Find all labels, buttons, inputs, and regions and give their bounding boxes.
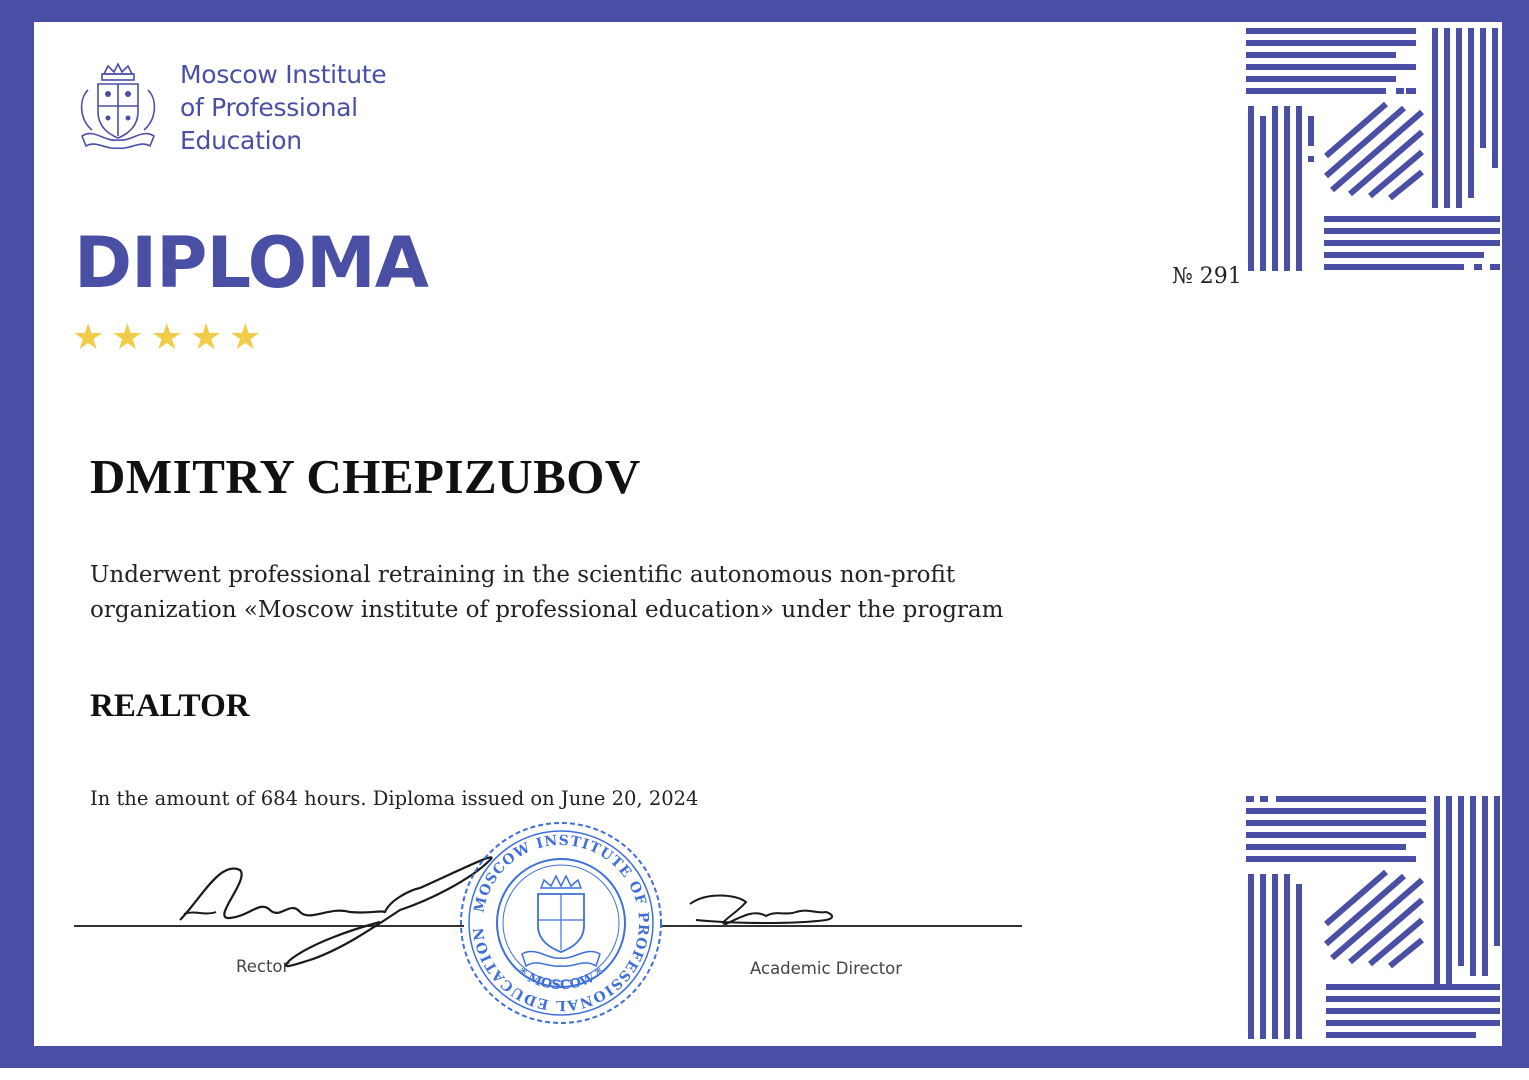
bottom-margin — [0, 1068, 1529, 1080]
institute-logo-text — [180, 58, 386, 157]
official-seal — [456, 818, 666, 1028]
program-name: REALTOR — [90, 688, 250, 724]
institute-crest-icon — [74, 60, 162, 152]
diploma-number: № 291 — [1172, 264, 1242, 289]
rector-label: Rector — [236, 957, 290, 976]
description-text — [90, 558, 1110, 628]
diploma-title: DIPLOMA — [74, 222, 428, 304]
star-icon: ★ — [111, 317, 144, 358]
description-line: organization «Moscow institute of professional education» under the program — [90, 597, 1004, 623]
seal-bottom-text: * MOSCOW * — [514, 965, 608, 994]
star-icon: ★ — [72, 317, 105, 358]
issued-text: In the amount of 684 hours. Diploma issued on June 20, 2024 — [90, 787, 699, 810]
seal-ring-text: MOSCOW INSTITUTE OF PROFESSIONAL EDUCATION — [470, 832, 652, 1014]
star-rating — [72, 318, 261, 358]
star-icon: ★ — [150, 317, 183, 358]
svg-text:* MOSCOW * — [515, 965, 607, 993]
director-signature — [676, 884, 846, 934]
star-icon: ★ — [189, 317, 223, 358]
logo-line: Moscow Institute — [180, 60, 387, 89]
logo-line: Education — [180, 126, 302, 155]
star-icon: ★ — [229, 317, 262, 358]
decorative-pattern-bottom — [1246, 794, 1502, 1044]
description-line: Underwent professional retraining in the scientific autonomous non-profit — [90, 562, 956, 588]
logo-line: of Professional — [180, 93, 358, 122]
director-label: Academic Director — [750, 959, 903, 978]
recipient-name: DMITRY CHEPIZUBOV — [90, 449, 641, 504]
decorative-pattern-top — [1246, 26, 1502, 276]
